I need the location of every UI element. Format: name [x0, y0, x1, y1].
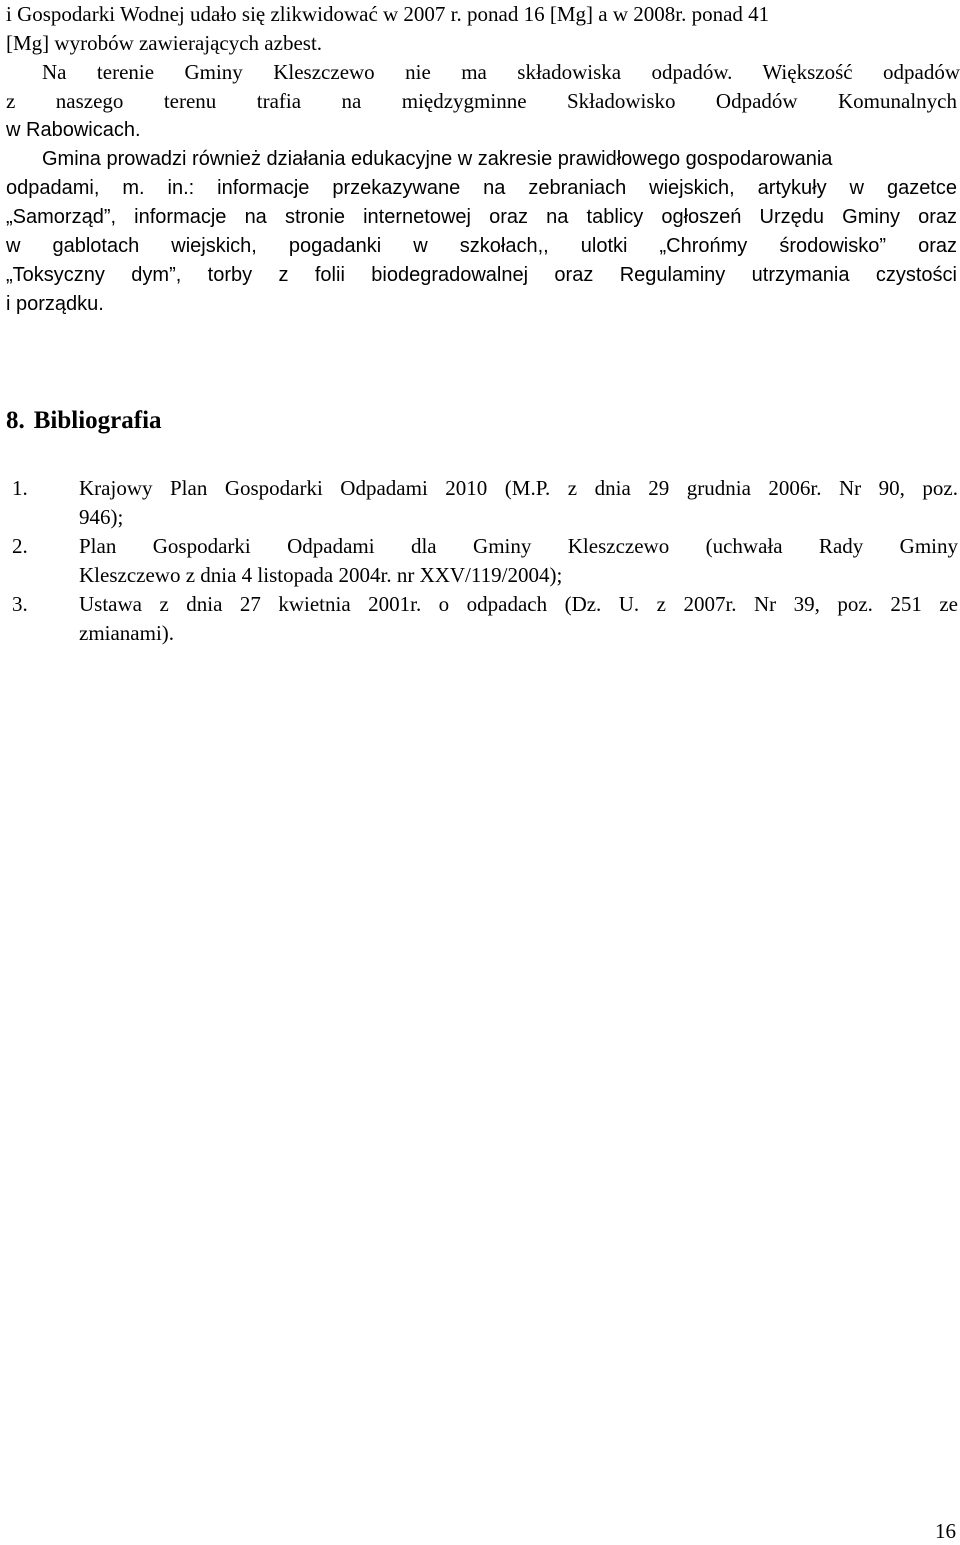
section-title: Bibliografia	[33, 407, 162, 434]
bibliography-text-line: zmianami).	[79, 621, 175, 645]
text-line-10: „Toksyczny dym”, torby z folii biodegradowalnej oraz Regulaminy utrzymania czystości	[6, 264, 957, 286]
text-line-4: z naszego terenu trafia na międzygminne Składowisko Odpadów Komunalnych	[6, 89, 957, 113]
text-line-11: i porządku.	[6, 293, 104, 315]
bibliography-text-line: Kleszczewo z dnia 4 listopada 2004r. nr XXV/119/2004);	[79, 563, 563, 587]
bibliography-number: 1.	[12, 476, 28, 500]
bibliography-text-line: Ustawa z dnia 27 kwietnia 2001r. o odpadach (Dz. U. z 2007r. Nr 39, poz. 251 ze	[79, 592, 958, 616]
text-line-5: w Rabowicach.	[6, 119, 141, 141]
text-line-3: Na terenie Gminy Kleszczewo nie ma składowiska odpadów. Większość odpadów	[42, 60, 960, 84]
bibliography-text-line: Krajowy Plan Gospodarki Odpadami 2010 (M.P. z dnia 29 grudnia 2006r. Nr 90, poz.	[79, 476, 958, 500]
section-number: 8.	[6, 407, 25, 434]
text-line-7: odpadami, m. in.: informacje przekazywane na zebraniach wiejskich, artykuły w gazetce	[6, 177, 957, 199]
text-line-1: i Gospodarki Wodnej udało się zlikwidować w 2007 r. ponad 16 [Mg] a w 2008r. ponad 41	[6, 2, 770, 26]
bibliography-number: 3.	[12, 592, 28, 616]
page-number: 16	[935, 1519, 956, 1543]
text-line-6: Gmina prowadzi również działania edukacyjne w zakresie prawidłowego gospodarowania	[42, 148, 833, 170]
bibliography-text-line: Plan Gospodarki Odpadami dla Gminy Kleszczewo (uchwała Rady Gminy	[79, 534, 958, 558]
section-heading	[6, 404, 162, 438]
bibliography-text-line: 946);	[79, 505, 124, 529]
text-line-2: [Mg] wyrobów zawierających azbest.	[6, 31, 323, 55]
bibliography-number: 2.	[12, 534, 28, 558]
text-line-8: „Samorząd”, informacje na stronie internetowej oraz na tablicy ogłoszeń Urzędu Gminy oraz	[6, 206, 957, 228]
text-line-9: w gablotach wiejskich, pogadanki w szkołach,, ulotki „Chrońmy środowisko” oraz	[6, 235, 957, 257]
